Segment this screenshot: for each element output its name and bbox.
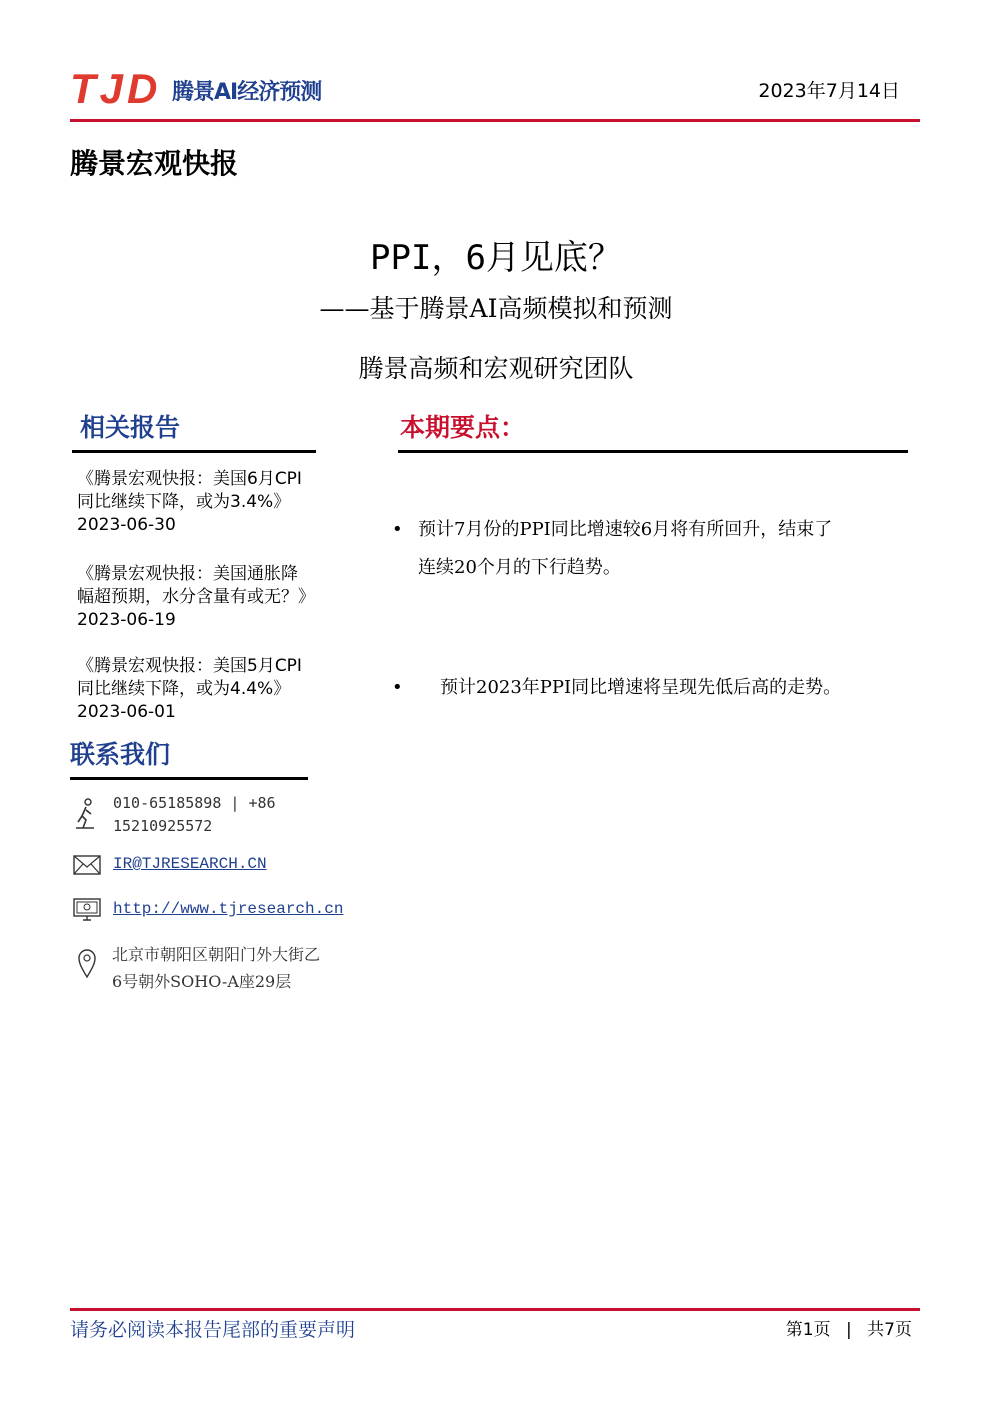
key-point-item	[418, 511, 918, 587]
related-report-title-line2: 幅超预期，水分含量有或无？》	[77, 587, 315, 607]
report-subtitle: ——基于腾景AI高频模拟和预测	[319, 294, 673, 323]
key-points-heading: 本期要点：	[400, 413, 526, 442]
phone-line2: 15210925572	[113, 817, 213, 835]
phone-number	[113, 792, 276, 838]
phone-icon	[74, 798, 96, 832]
related-reports-heading: 相关报告	[80, 413, 181, 442]
address-line2: 6号朝外SOHO-A座29层	[112, 972, 292, 991]
key-point-line1: 预计7月份的PPI同比增速较6月将有所回升，结束了	[418, 519, 833, 540]
page-indicator	[786, 1318, 912, 1342]
report-team: 腾景高频和宏观研究团队	[358, 354, 634, 383]
contact-rule	[70, 777, 308, 780]
related-report-title-line1: 《腾景宏观快报：美国6月CPI	[77, 469, 302, 489]
related-report-title-line2: 同比继续下降，或为3.4%》	[77, 492, 291, 512]
related-report-date: 2023-06-30	[77, 515, 176, 535]
website-link[interactable]: http://www.tjresearch.cn	[113, 900, 344, 918]
key-point-line2: 连续20个月的下行趋势。	[418, 557, 621, 578]
location-pin-icon	[77, 948, 97, 978]
logo-name: 腾景AI经济预测	[172, 80, 322, 105]
bullet-marker: •	[392, 677, 403, 698]
footer-divider	[70, 1308, 920, 1311]
report-title: PPI，6月见底？	[370, 238, 622, 278]
related-report-title-line1: 《腾景宏观快报：美国通胀降	[77, 564, 298, 584]
page-separator: |	[846, 1320, 852, 1340]
key-points-rule	[398, 450, 908, 453]
key-point-item	[440, 669, 910, 707]
address	[112, 941, 320, 995]
report-date: 2023年7月14日	[758, 80, 900, 102]
contact-heading: 联系我们	[70, 740, 171, 769]
related-report-date: 2023-06-19	[77, 610, 176, 630]
email-link[interactable]: IR@TJRESEARCH.CN	[113, 855, 267, 873]
bullet-marker: •	[392, 519, 403, 540]
related-report-item[interactable]	[77, 655, 337, 724]
address-line1: 北京市朝阳区朝阳门外大街乙	[112, 945, 321, 964]
related-reports-rule	[72, 450, 316, 453]
key-point-line1: 预计2023年PPI同比增速将呈现先低后高的走势。	[440, 677, 842, 698]
page-current: 第1页	[785, 1320, 831, 1340]
mail-icon	[73, 855, 101, 875]
header-divider	[70, 119, 920, 122]
related-report-title-line2: 同比继续下降，或为4.4%》	[77, 679, 291, 699]
logo-mark: TJD	[70, 65, 162, 112]
related-report-date: 2023-06-01	[77, 702, 176, 722]
page-total: 共7页	[867, 1320, 912, 1340]
related-report-title-line1: 《腾景宏观快报：美国5月CPI	[77, 656, 302, 676]
phone-line1: 010-65185898 | +86	[113, 794, 276, 812]
series-title: 腾景宏观快报	[70, 147, 239, 180]
related-report-item[interactable]	[77, 468, 337, 537]
disclaimer-notice: 请务必阅读本报告尾部的重要声明	[70, 1319, 356, 1341]
related-report-item[interactable]	[77, 563, 337, 632]
computer-icon	[73, 898, 101, 924]
